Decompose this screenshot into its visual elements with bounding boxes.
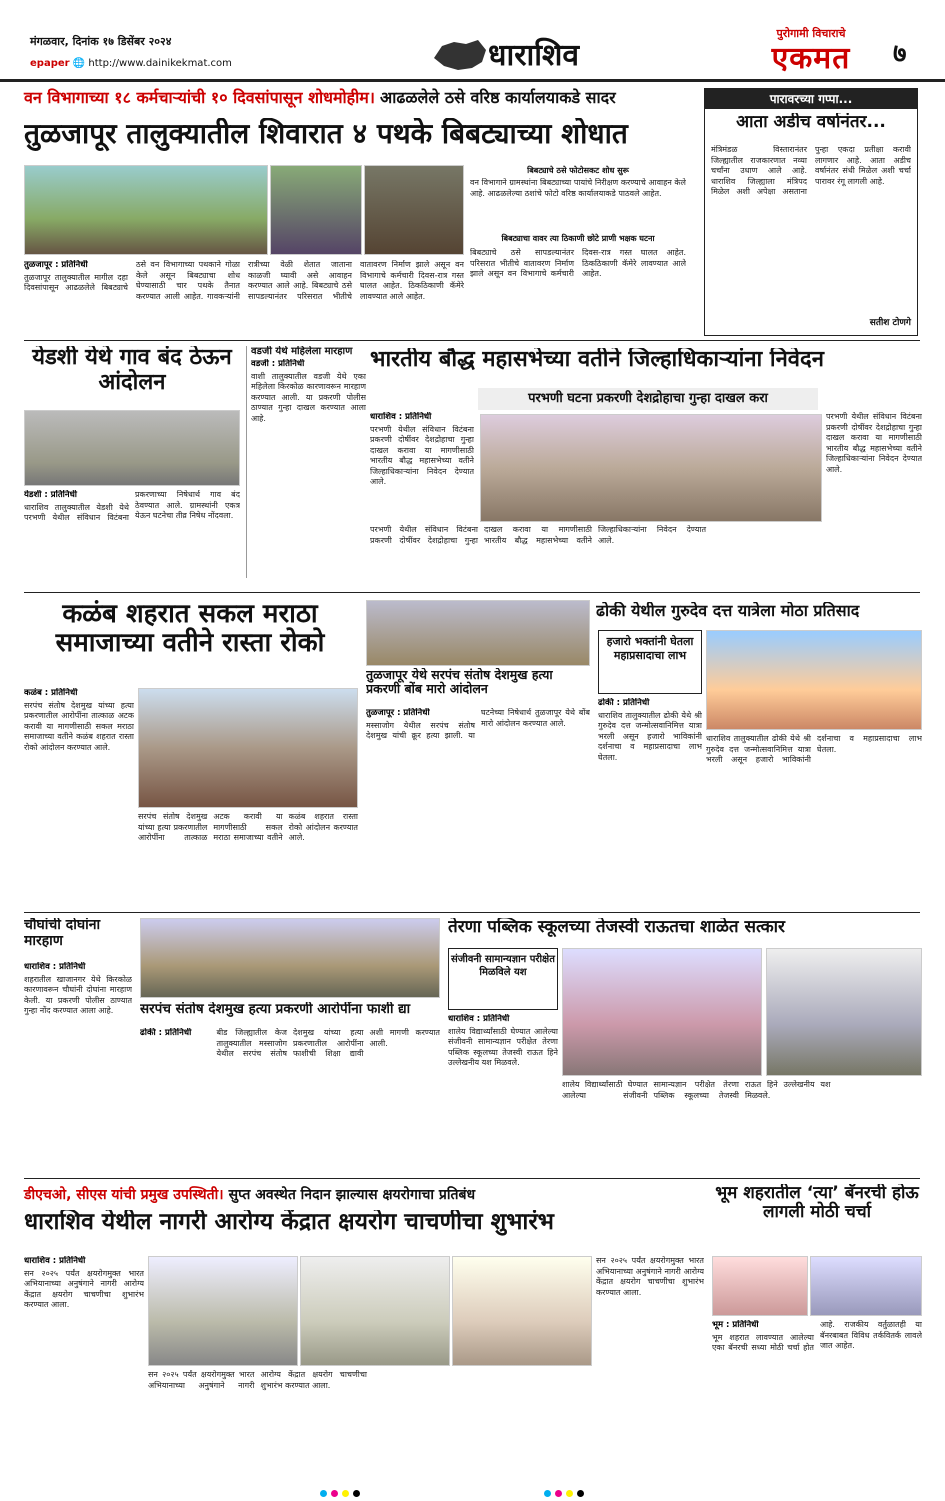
divider [24,1178,920,1179]
divider [24,912,920,913]
story6-photo [366,600,590,666]
story4-subhead: परभणी घटना प्रकरणी देशद्रोहाचा गुन्हा दाखल करा [478,388,818,410]
story5-byline: कळंब : प्रतिनिधी [24,688,78,698]
website-link[interactable]: http://www.dainikekmat.com [88,58,232,69]
story5-headline: कळंब शहरात सकल मराठा समाजाच्या वतीने रास्ता रोको [55,600,325,659]
story9-body [140,1028,440,1172]
epaper-line [30,58,232,69]
story5-text: सरपंच संतोष देशमुख यांच्या हत्या प्रकरणातील आरोपींना तात्काळ अटक करावी या मागणीसाठी सकल मराठा समाजाच्या वतीने कळंब शहरात रास्ता रोको आंदोलन करण्यात आले. [24,700,134,752]
story7-text: धाराशिव तालुक्यातील ढोकी येथे श्री गुरुदेव दत्त जन्मोत्सवानिमित्त यात्रा भरली असून हजारो भाविकांनी दर्शनाचा व महाप्रसादाचा लाभ घेतला. [598,710,702,762]
story1-photo-field [24,165,268,255]
story11-kicker-row [24,1184,704,1206]
registration-dot [577,1490,584,1497]
page-number: ७ [893,39,907,69]
story1-photo-sugarcane [270,165,362,255]
story6-byline: तुळजापूर : प्रतिनिधी [366,708,430,718]
story1-kicker-row [24,88,684,116]
registration-dot [331,1490,338,1497]
registration-marks [320,1490,940,1498]
story3 [246,346,366,578]
story1-sub1: बिबट्याचे ठसे फोटोसकट शोध सुरू [470,165,686,177]
story3-headline: वडजी येथे महिलेला मारहाण [251,346,353,357]
story10-text: शालेय विद्यार्थ्यांसाठी घेण्यात आलेल्या संजीवनी सामान्यज्ञान परीक्षेत तेरणा पब्लिक स्कूलच्या तेजस्वी राऊत हिने उल्लेखनीय यश मिळवले. [448,1026,558,1067]
registration-dot [342,1490,349,1497]
story11-kicker: डीएचओ, सीएस यांची प्रमुख उपस्थिती। [24,1187,224,1203]
story12-byline: भूम : प्रतिनिधी [712,1320,759,1330]
story10-byline: धाराशिव : प्रतिनिधी [448,1014,510,1024]
story3-text: वाशी तालुक्यातील वडजी येथे एका महिलेला किरकोळ कारणावरून मारहाण करण्यात आली. या प्रकरणी पोलीस ठाण्यात गुन्हा दाखल करण्यात आला आहे. [251,371,366,423]
story12-headline: भूम शहरातील ‘त्या’ बॅनरची होऊ लागली मोठी चर्चा [715,1184,919,1223]
column-title: पारावरच्या गप्पा... [705,89,917,109]
story1-body-b: बिबट्याचे ठसे सापडल्यानंतर परिसरात भीतीचे वातावरण निर्माण झाले असून वन विभागाचे कर्मचारी दिवस-रात्र गस्त घालत आहेत. ठिकठिकाणी कॅमेरे लावण्यात आले आहेत. [248,260,464,301]
story9-text: बीड जिल्ह्यातील केज तालुक्यातील मस्साजोग येथील सरपंच संतोष देशमुख यांच्या हत्या प्रकरणातील आरोपींना फाशीची शिक्षा द्यावी अशी मागणी करण्यात आली. [216,1028,440,1058]
story7-byline: ढोकी : प्रतिनिधी [598,698,650,708]
story7-body [598,698,702,906]
story9-headline: सरपंच संतोष देशमुख हत्या प्रकरणी आरोपींना फाशी द्या [140,1002,411,1017]
story11-body-lower: सन २०२५ पर्यंत क्षयरोगमुक्त भारत अभियानाच्या अनुषंगाने नागरी आरोग्य केंद्रात क्षयरोग चाचणीचा शुभारंभ करण्यात आला. [148,1370,367,1390]
date-line: मंगळवार, दिनांक १७ डिसेंबर २०२४ [30,35,172,48]
story4-byline: धाराशिव : प्रतिनिधी [370,412,432,422]
story7-box: हजारो भक्तांनी घेतला महाप्रसादाचा लाभ [598,630,702,694]
story10-photo-students [766,948,922,1076]
story10-body [448,1014,558,1172]
registration-dot [544,1490,551,1497]
story11-text: सन २०२५ पर्यंत क्षयरोगमुक्त भारत अभियानाच्या अनुषंगाने नागरी आरोग्य केंद्रात क्षयरोग चाचणीचा शुभारंभ करण्यात आला. [24,1268,144,1309]
story4-text: परभणी येथील संविधान विटंबना प्रकरणी दोषींवर देशद्रोहाचा गुन्हा दाखल करावा या मागणीसाठी भारतीय बौद्ध महासभेच्या वतीने जिल्हाधिकाऱ्यांना निवेदन देण्यात आले. [370,424,474,486]
story1-kicker: वन विभागाच्या १८ कर्मचाऱ्यांची १० दिवसांपासून शोधमोहीम। [24,88,375,107]
story1-kicker2: आढळलेले ठसे वरिष्ठ कार्यालयाकडे सादर [380,88,616,107]
story2-text: धाराशिव तालुक्यातील येडशी येथे परभणी येथील संविधान विटंबना प्रकरणाच्या निषेधार्थ गाव बंद ठेवण्यात आले. ग्रामस्थांनी एकत्र येऊन घटनेचा तीव्र निषेध नोंदवला. [24,490,240,522]
column-headline: आता अडीच वर्षानंतर... [736,113,886,132]
story6-body [366,708,590,906]
story11-body [24,1256,144,1482]
story5-body-lower: सरपंच संतोष देशमुख यांच्या हत्या प्रकरणातील आरोपींना तात्काळ अटक करावी या मागणीसाठी सकल मराठा समाजाच्या वतीने कळंब शहरात रास्ता रोको आंदोलन करण्यात आले. [138,812,358,842]
story1-body-c: वन विभागाने ग्रामस्थांना बिबट्याच्या पायांचे निरीक्षण करण्याचे आवाहन केले आहे. आढळलेल्या ठशांचे फोटो वरिष्ठ कार्यालयाकडे पाठवले आहेत. [470,178,686,198]
story10-body-lower: शालेय विद्यार्थ्यांसाठी घेण्यात आलेल्या संजीवनी सामान्यज्ञान परीक्षेत तेरणा पब्लिक स्कूलच्या तेजस्वी राऊत हिने उल्लेखनीय यश मिळवले. [562,1080,831,1100]
brand-name: एकमत [771,41,851,76]
story9-byline: ढोकी : प्रतिनिधी [140,1028,192,1038]
story4-photo-delegation [480,414,822,522]
story1-photo-pugmarks [364,165,464,255]
masthead [0,0,945,82]
story1-body [24,260,464,328]
story12-photo-1 [712,1256,808,1316]
story8-body [24,962,132,1172]
registration-dot [353,1490,360,1497]
story7-photo-fair [706,630,922,730]
story11-kicker2: सुप्त अवस्थेत निदान झाल्यास क्षयरोगाचा प्रतिबंध [228,1187,476,1203]
story12-body [712,1320,922,1482]
story11-photo-3 [452,1256,592,1366]
story6-text: मस्साजोग येथील सरपंच संतोष देशमुख यांची क्रूर हत्या झाली. या घटनेच्या निषेधार्थ तुळजापूर येथे बोंब मारो आंदोलन करण्यात आले. [366,708,590,740]
column-box [704,88,918,336]
story12-photo-2 [810,1256,922,1316]
story2-headline: येडशी येथे गाव बंद ठेऊन आंदोलन [32,346,232,395]
story8-headline: चौघांची दोघांना मारहाण [24,918,101,949]
edition-name: धाराशिव [488,38,580,73]
story1-headline: तुळजापूर तालुक्यातील शिवारात ४ पथके बिबट्याच्या शोधात [24,118,628,150]
story3-byline: वडजी : प्रतिनिधी [251,359,305,370]
story7-headline: ढोकी येथील गुरुदेव दत्त यात्रेला मोठा प्रतिसाद [596,602,860,620]
story8-text: शहरातील खाजानगर येथे किरकोळ कारणावरून चौघांनी दोघांना मारहाण केली. या प्रकरणी पोलीस ठाण्यात गुन्हा नोंद करण्यात आला आहे. [24,974,132,1015]
story7-body-right: धाराशिव तालुक्यातील ढोकी येथे श्री गुरुदेव दत्त जन्मोत्सवानिमित्त यात्रा भरली असून हजारो भाविकांनी दर्शनाचा व महाप्रसादाचा लाभ घेतला. [706,734,922,764]
district-map-icon [432,38,488,72]
story1-body-a: तुळजापूर तालुक्यातील मागील दहा दिवसांपासून आढळलेले बिबट्याचे ठसे वन विभागाच्या पथकाने गोळा केले असून बिबट्याचा शोध घेण्यासाठी चार पथके तैनात करण्यात आली आहेत. गावकऱ्यांनी रात्रीच्या वेळी शेतात जाताना काळजी घ्यावी असे आवाहन करण्यात आले आहे. [24,260,352,301]
brand-logo [736,26,886,78]
story4-body-right: परभणी येथील संविधान विटंबना प्रकरणी दोषींवर देशद्रोहाचा गुन्हा दाखल करावा या मागणीसाठी भारतीय बौद्ध महासभेच्या वतीने जिल्हाधिकाऱ्यांना निवेदन देण्यात आले. [826,412,922,474]
story11-photo-1 [148,1256,298,1366]
story2-body [24,490,240,580]
story5-photo-protest [138,688,358,808]
story9-photo [140,918,440,998]
registration-dot [566,1490,573,1497]
story4-body-lower: परभणी येथील संविधान विटंबना प्रकरणी दोषींवर देशद्रोहाचा गुन्हा दाखल करावा या मागणीसाठी भारतीय बौद्ध महासभेच्या वतीने जिल्हाधिकाऱ्यांना निवेदन देण्यात आले. [370,525,706,545]
story10-box: संजीवनी सामान्यज्ञान परीक्षेत मिळविले यश [448,948,558,1010]
divider [24,340,920,341]
divider [24,592,920,593]
story10-photo-felicitation [562,948,762,1076]
story2-byline: येडशी : प्रतिनिधी [24,490,78,500]
story6-headline: तुळजापूर येथे सरपंच संतोष देशमुख हत्या प्रकरणी बोंब मारो आंदोलन [366,668,553,696]
story1-sub2: बिबट्याचा वावर त्या ठिकाणी छोटे प्राणी भक्षक घटना [501,234,655,243]
epaper-label: epaper [30,58,70,69]
column-author: सतीश टोणगे [869,318,911,328]
story3-body [251,359,366,569]
column-body: मंत्रिमंडळ विस्तारानंतर जिल्ह्यातील राजकारणात नव्या चर्चांना उधाण आले आहे. धाराशिव जिल्ह्याला मंत्रिपद मिळेल अशी अपेक्षा असताना पुन्हा एकदा प्रतीक्षा करावी लागणार आहे. आता अडीच वर्षानंतर संधी मिळेल अशी चर्चा पारावर रंगू लागली आहे. [711,145,911,196]
story4-body [370,412,474,520]
brand-tagline: पुरोगामी विचाराचे [776,27,846,40]
story11-body-right: सन २०२५ पर्यंत क्षयरोगमुक्त भारत अभियानाच्या अनुषंगाने नागरी आरोग्य केंद्रात क्षयरोग चाचणीचा शुभारंभ करण्यात आला. [596,1256,704,1297]
story12-text: भूम शहरात लावण्यात आलेल्या एका बॅनरची सध्या मोठी चर्चा होत आहे. राजकीय वर्तुळातही या बॅनरबाबत विविध तर्कवितर्क लावले जात आहेत. [712,1320,922,1352]
registration-dot [320,1490,327,1497]
story4-headline: भारतीय बौद्ध महासभेच्या वतीने जिल्हाधिकाऱ्यांना निवेदन [370,348,824,372]
story1-body-right: बिबट्याचे ठसे सापडल्यानंतर परिसरात भीतीचे वातावरण निर्माण झाले असून वन विभागाचे कर्मचारी दिवस-रात्र गस्त घालत आहेत. ठिकठिकाणी कॅमेरे लावण्यात आले आहेत. [470,248,686,278]
story2-photo-closed-shops [24,410,240,486]
story8-byline: धाराशिव : प्रतिनिधी [24,962,86,972]
story5-body [24,688,134,906]
globe-icon: 🌐 [72,58,86,69]
story11-headline: धाराशिव येथील नागरी आरोग्य केंद्रात क्षयरोग चाचणीचा शुभारंभ [24,1210,554,1235]
registration-dot [555,1490,562,1497]
story11-photo-2 [300,1256,450,1366]
story10-headline: तेरणा पब्लिक स्कूलच्या तेजस्वी राऊतचा शाळेत सत्कार [448,918,786,937]
story11-byline: धाराशिव : प्रतिनिधी [24,1256,86,1266]
story1-byline: तुळजापूर : प्रतिनिधी [24,260,88,270]
